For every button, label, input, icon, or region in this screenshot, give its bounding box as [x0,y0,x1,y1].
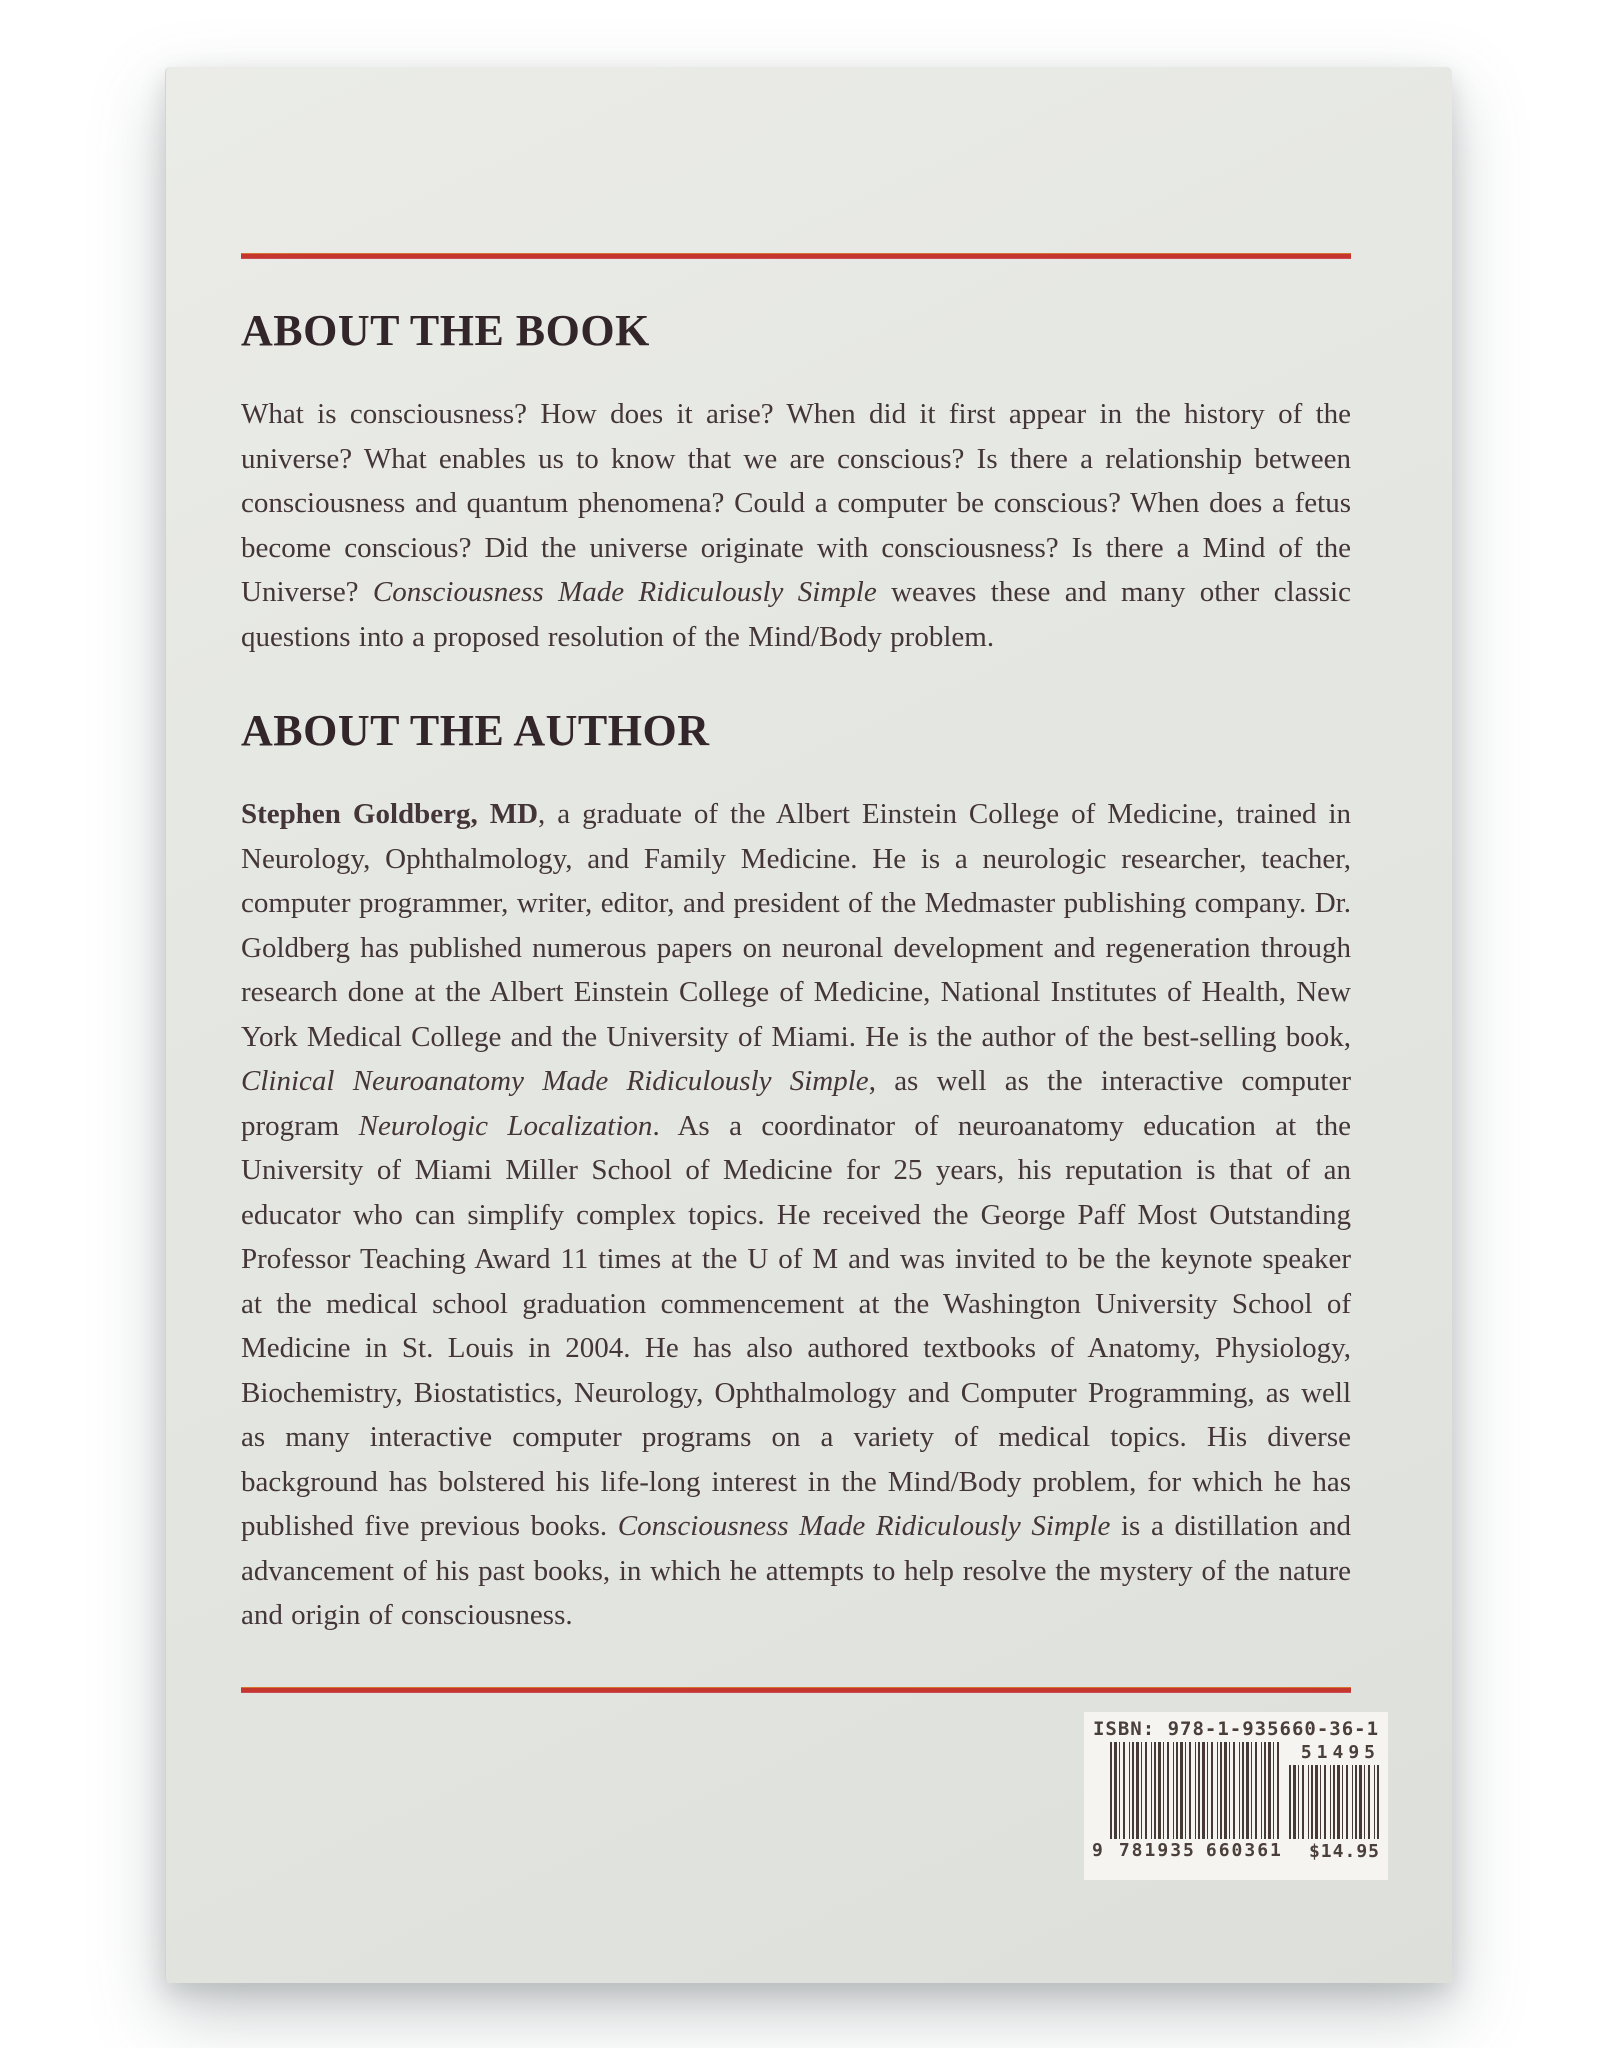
about-the-author-paragraph: Stephen Goldberg, MD, a graduate of the Albert Einstein College of Medicine, trained in Neurology, Ophthalmology, and Family Medicine. He is a neurologic researcher, teacher, computer programmer, writer, editor, and president of the Medmaster publishing company. Dr. Goldberg has published numerous papers on neuronal development and regeneration through research done at the Albert Einstein College of Medicine, National Institutes of Health, New York Medical College and the University of Miami. He is the author of the best-selling book, Clinical Neuroanatomy Made Ridiculously Simple, as well as the interactive computer program Neurologic Localization. As a coordinator of neuroanatomy education at the University of Miami Miller School of Medicine for 25 years, his reputation is that of an educator who can simplify complex topics. He received the George Paff Most Outstanding Professor Teaching Award 11 times at the U of M and was invited to be the keynote speaker at the medical school graduation commencement at the Washington University School of Medicine in St. Louis in 2004. He has also authored textbooks of Anatomy, Physiology, Biochemistry, Biostatistics, Neurology, Ophthalmology and Computer Programming, as well as many interactive computer programs on a variety of medical topics. His diverse background has bolstered his life-long interest in the Mind/Body problem, for which he has published five previous books. Consciousness Made Ridiculously Simple is a distillation and advancement of his past books, in which he attempts to help resolve the mystery of the nature and origin of consciousness. [241,798,1352,1631]
price-code-text: 51495 [1300,1742,1380,1763]
supplement-bars-icon [1289,1765,1380,1839]
barcode-body [1092,1742,1380,1862]
barcode-main-group [1092,1742,1283,1862]
about-the-book-paragraph: What is consciousness? How does it arise? When did it first appear in the history of the universe? What enables us to know that we are conscious? Is there a relationship between consciousness and quantum phenomena? Could a computer be conscious? When does a fetus become conscious? Did the universe originate with consciousness? Is there a Mind of the Universe? Consciousness Made Ridiculously Simple weaves these and many other classic questions into a proposed resolution of the Mind/Body problem. [241,398,1351,653]
isbn-number-text: ISBN: 978-1-935660-36-1 [1092,1718,1380,1740]
barcode-digit-group1: 781935 [1118,1840,1196,1861]
barcode-digit-group2: 660361 [1205,1840,1283,1861]
about-the-book-heading: ABOUT THE BOOK [241,306,650,355]
barcode-digit-lead: 9 [1092,1840,1105,1861]
bottom-red-rule [241,1687,1351,1693]
isbn-barcode [1084,1712,1388,1880]
price-text: $14.95 [1308,1841,1380,1862]
cover-content [241,67,1351,1983]
book-back-cover [165,67,1452,1983]
about-the-author-heading: ABOUT THE AUTHOR [241,706,710,755]
top-red-rule [241,253,1351,259]
barcode-supplement-group [1289,1742,1380,1862]
barcode-bars-icon [1110,1742,1283,1839]
barcode-digits [1092,1840,1283,1861]
